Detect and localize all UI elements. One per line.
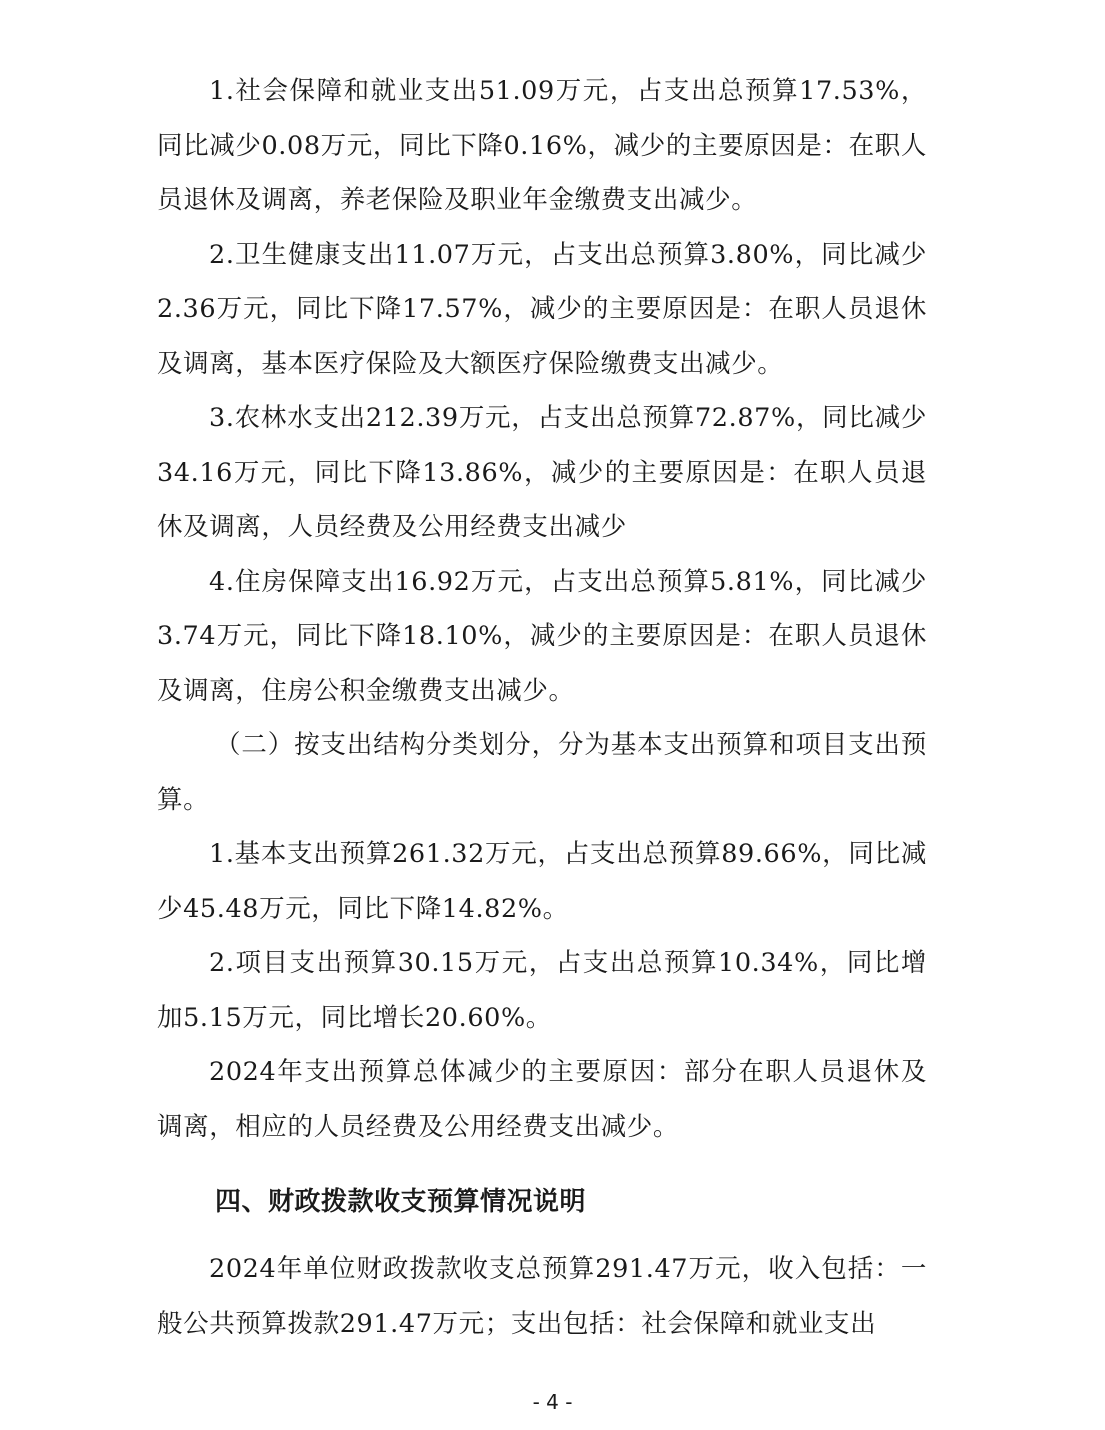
paragraph-decrease-reason: 2024年支出预算总体减少的主要原因：部分在职人员退休及调离，相应的人员经费及公用经费支出减少。	[157, 1057, 927, 1142]
paragraph-basic-expenditure: 1.基本支出预算261.32万元，占支出总预算89.66%，同比减少45.48万元，同比下降14.82%。	[157, 839, 927, 924]
paragraph-agriculture: 3.农林水支出212.39万元，占支出总预算72.87%，同比减少34.16万元，同比下降13.86%，减少的主要原因是：在职人员退休及调离，人员经费及公用经费支出减少	[157, 403, 927, 542]
paragraph-housing: 4.住房保障支出16.92万元，占支出总预算5.81%，同比减少3.74万元，同比下降18.10%，减少的主要原因是：在职人员退休及调离，住房公积金缴费支出减少。	[157, 566, 927, 706]
paragraph-health: 2.卫生健康支出11.07万元，占支出总预算3.80%，同比减少2.36万元，同比下降17.57%，减少的主要原因是：在职人员退休及调离，基本医疗保险及大额医疗保险缴费支出减少。	[157, 239, 927, 379]
paragraph-fiscal-budget: 2024年单位财政拨款收支总预算291.47万元，收入包括：一般公共预算拨款291.47万元；支出包括：社会保障和就业支出	[157, 1254, 927, 1339]
section-heading: 四、财政拨款收支预算情况说明	[215, 1187, 587, 1217]
paragraph-social-security: 1.社会保障和就业支出51.09万元，占支出总预算17.53%，同比减少0.08万元，同比下降0.16%，减少的主要原因是：在职人员退休及调离，养老保险及职业年金缴费支出减少。	[157, 76, 927, 215]
paragraph-project-expenditure: 2.项目支出预算30.15万元，占支出总预算10.34%，同比增加5.15万元，同比增长20.60%。	[157, 948, 927, 1033]
paragraph-structure-classification: （二）按支出结构分类划分，分为基本支出预算和项目支出预算。	[157, 730, 927, 815]
page-number: - 4 -	[532, 1390, 573, 1414]
document-body	[157, 64, 927, 1351]
